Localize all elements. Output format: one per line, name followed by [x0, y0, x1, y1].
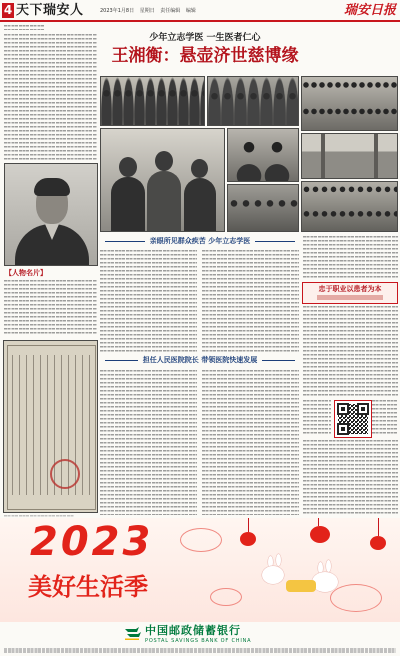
lantern-icon [240, 532, 256, 546]
bank-name-english: POSTAL SAVINGS BANK OF CHINA [145, 638, 252, 644]
body-text-right-mid [303, 306, 398, 396]
cloud-decoration [210, 588, 242, 606]
bank-name-chinese: 中国邮政储蓄银行 [145, 624, 241, 637]
portrait-hair [34, 178, 70, 196]
postal-bank-logo-graphic [124, 626, 142, 641]
photo-figure-body [147, 171, 181, 232]
header-rule [0, 20, 400, 22]
body-text-intro [4, 34, 97, 160]
photo-building [301, 133, 398, 179]
article-subtitle: 少年立志学医 一生医者仁心 [149, 33, 261, 43]
date-line [100, 8, 200, 14]
photo-group-row [100, 76, 205, 126]
section-heading-3-subline [317, 295, 383, 300]
photo-figure-head [191, 159, 208, 178]
byline [4, 25, 44, 30]
document-seal [50, 459, 80, 489]
page-number-badge: 4 [3, 3, 13, 17]
photo-group-meeting [207, 76, 299, 126]
body-text-col-4 [202, 370, 299, 515]
photo-family [100, 128, 225, 232]
photo-figure-body [184, 178, 216, 232]
body-text-col-3 [100, 370, 197, 515]
photo-figure-head [119, 157, 137, 177]
profile-label: 【人物名片】 [5, 269, 47, 277]
photo-group-staff [301, 76, 398, 131]
photo-two-men [227, 128, 299, 182]
portrait-photo [4, 163, 98, 266]
masthead-logo: 瑞安日报 [343, 3, 396, 18]
footer-text [4, 648, 396, 653]
qr-side-text-right [372, 400, 398, 436]
cloud-decoration [330, 584, 382, 612]
advertisement-banner [0, 518, 400, 622]
body-text-right-bottom [303, 440, 398, 515]
section-title: 天下瑞安人 [16, 3, 84, 18]
body-text-right-top [303, 236, 398, 280]
lantern-icon [370, 536, 386, 550]
profile-text [4, 280, 97, 336]
photo-figure-body [111, 177, 145, 232]
cloud-decoration [180, 528, 222, 552]
editor2-label: 编辑 [185, 8, 196, 14]
ad-slogan: 美好生活季 [28, 572, 148, 601]
photo-group-small [227, 184, 299, 232]
body-text-col-1 [100, 250, 197, 352]
lantern-string [248, 518, 249, 532]
lantern-icon [310, 526, 330, 543]
section-heading-1: 亲眼所见群众疾苦 少年立志学医 [100, 236, 300, 247]
section-heading-3-box [302, 282, 398, 304]
postal-bank-logo-icon [124, 626, 142, 641]
historical-document-photo [3, 340, 98, 513]
gift-icon [286, 580, 316, 592]
photo-figure-head [155, 151, 173, 171]
qr-code-graphic [335, 401, 371, 437]
rabbit-icon [312, 572, 338, 592]
body-text-col-2 [202, 250, 299, 352]
issue-weekday: 星期日 [139, 8, 155, 14]
photo-group-large [301, 181, 398, 232]
rabbit-icon [262, 566, 284, 584]
ad-year: 2023 [30, 519, 154, 565]
section-heading-2: 担任人民医院院长 带领医院快速发展 [100, 355, 300, 366]
section-heading-3: 忠于职业以患者为本 [318, 285, 382, 293]
editor-label: 责任编辑 [160, 8, 181, 14]
rabbit-ear [276, 554, 281, 566]
qr-code [334, 400, 372, 438]
lantern-string [378, 518, 379, 536]
rabbit-ear [326, 560, 331, 572]
article-title: 王湘衡：悬壶济世慈博缘 [111, 46, 299, 66]
lantern-string [318, 518, 319, 526]
issue-date: 2023年1月8日 [100, 8, 135, 14]
qr-side-text [303, 400, 331, 436]
